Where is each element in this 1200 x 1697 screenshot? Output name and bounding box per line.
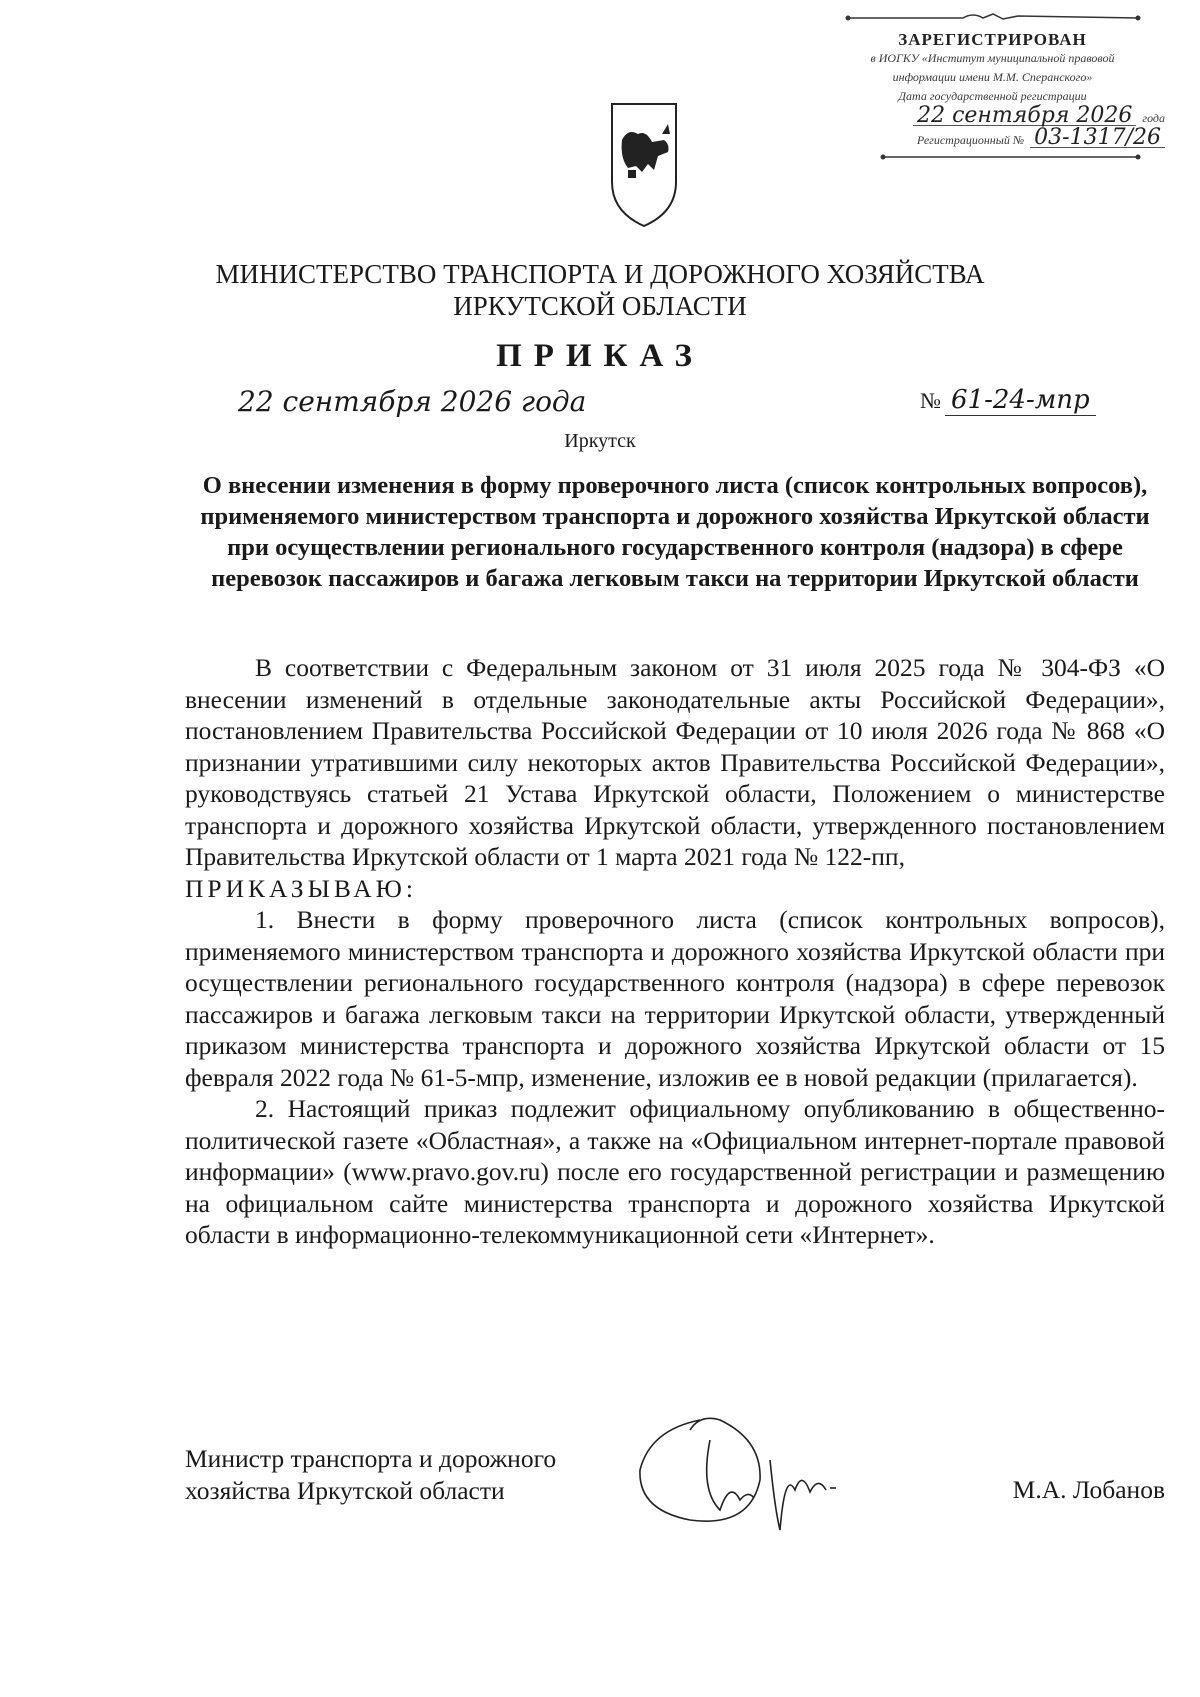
stamp-decorative-line-icon: [843, 10, 1143, 24]
document-body: [185, 652, 1165, 1251]
order-number-handwritten: 61-24-мпр: [945, 385, 1096, 416]
stamp-reg-number-handwritten: 03-1317/26: [1030, 128, 1165, 148]
order-number-label: №: [920, 388, 941, 413]
signatory-name: М.А. Лобанов: [1012, 1475, 1165, 1504]
stamp-line-1: в ИОГКУ «Институт муниципальной правовой: [870, 51, 1115, 65]
irkutsk-coat-of-arms-icon: [608, 100, 680, 230]
city: Иркутск: [564, 430, 636, 452]
stamp-reg-row: [820, 125, 1165, 150]
body-order-word: ПРИКАЗЫВАЮ:: [185, 873, 417, 903]
ministry-name-line-2: ИРКУТСКОЙ ОБЛАСТИ: [453, 291, 747, 321]
stamp-date-handwritten: 22 сентября 2026: [913, 106, 1136, 126]
stamp-title: ЗАРЕГИСТРИРОВАН: [898, 30, 1087, 49]
ministry-name: [0, 258, 1200, 322]
order-title: ПРИКАЗ: [496, 338, 704, 374]
stamp-line-3: Дата государственной регистрации: [898, 89, 1087, 103]
handwritten-signature-icon: [630, 1400, 910, 1540]
stamp-line-2: информации имени М.М. Сперанского»: [892, 70, 1093, 84]
signatory-position-line-2: хозяйства Иркутской области: [185, 1475, 505, 1505]
document-heading: О внесении изменения в форму проверочного листа (список контрольных вопросов), применяемого министерством транспорта и дорожного хозяйства Иркутской области при осуществлении регионального государственного контроля (надзора) в сфере перевозок пассажиров и багажа легковым такси на территории Иркутской области: [200, 472, 1150, 592]
stamp-reg-label: Регистрационный №: [916, 133, 1025, 147]
signatory-position: [185, 1443, 556, 1506]
stamp-decorative-line-bottom-icon: [843, 150, 1143, 164]
body-preamble: В соответствии с Федеральным законом от 31 июля 2025 года № 304-ФЗ «О внесении изменений в отдельные законодательные акты Российской Федерации», постановлением Правительства Российской Федерации от 10 июля 2026 года № 868 «О признании утратившими силу некоторых актов Правительства Российской Федерации», руководствуясь статьей 21 Устава Иркутской области, Положением о министерстве транспорта и дорожного хозяйства Иркутской области, утвержденного постановлением Правительства Иркутской области от 1 марта 2021 года № 122-пп,: [185, 653, 1165, 871]
order-date-handwritten: 22 сентября 2026 года: [238, 385, 587, 418]
body-item-2: 2. Настоящий приказ подлежит официальному опубликованию в общественно-политической газете «Областная», а также на «Официальном интернет-портале правовой информации» (www.pravo.gov.ru) после его государственной регистрации и размещению на официальном сайте министерства транспорта и дорожного хозяйства Иркутской области в информационно-телекоммуникационной сети «Интернет».: [185, 1094, 1165, 1249]
signatory-position-line-1: Министр транспорта и дорожного: [185, 1444, 557, 1473]
order-number: [920, 385, 1096, 416]
body-item-1: 1. Внести в форму проверочного листа (список контрольных вопросов), применяемого министерством транспорта и дорожного хозяйства Иркутской области при осуществлении регионального государственного контроля (надзора) в сфере перевозок пассажиров и багажа легковым такси на территории Иркутской области, утвержденный приказом министерства транспорта и дорожного хозяйства Иркутской области от 15 февраля 2022 года № 61-5-мпр, изменение, изложив ее в новой редакции (прилагается).: [185, 905, 1165, 1092]
stamp-year-suffix: года: [1142, 111, 1165, 125]
ministry-name-line-1: МИНИСТЕРСТВО ТРАНСПОРТА И ДОРОЖНОГО ХОЗЯЙСТВА: [215, 259, 985, 289]
registration-stamp: [820, 10, 1165, 170]
